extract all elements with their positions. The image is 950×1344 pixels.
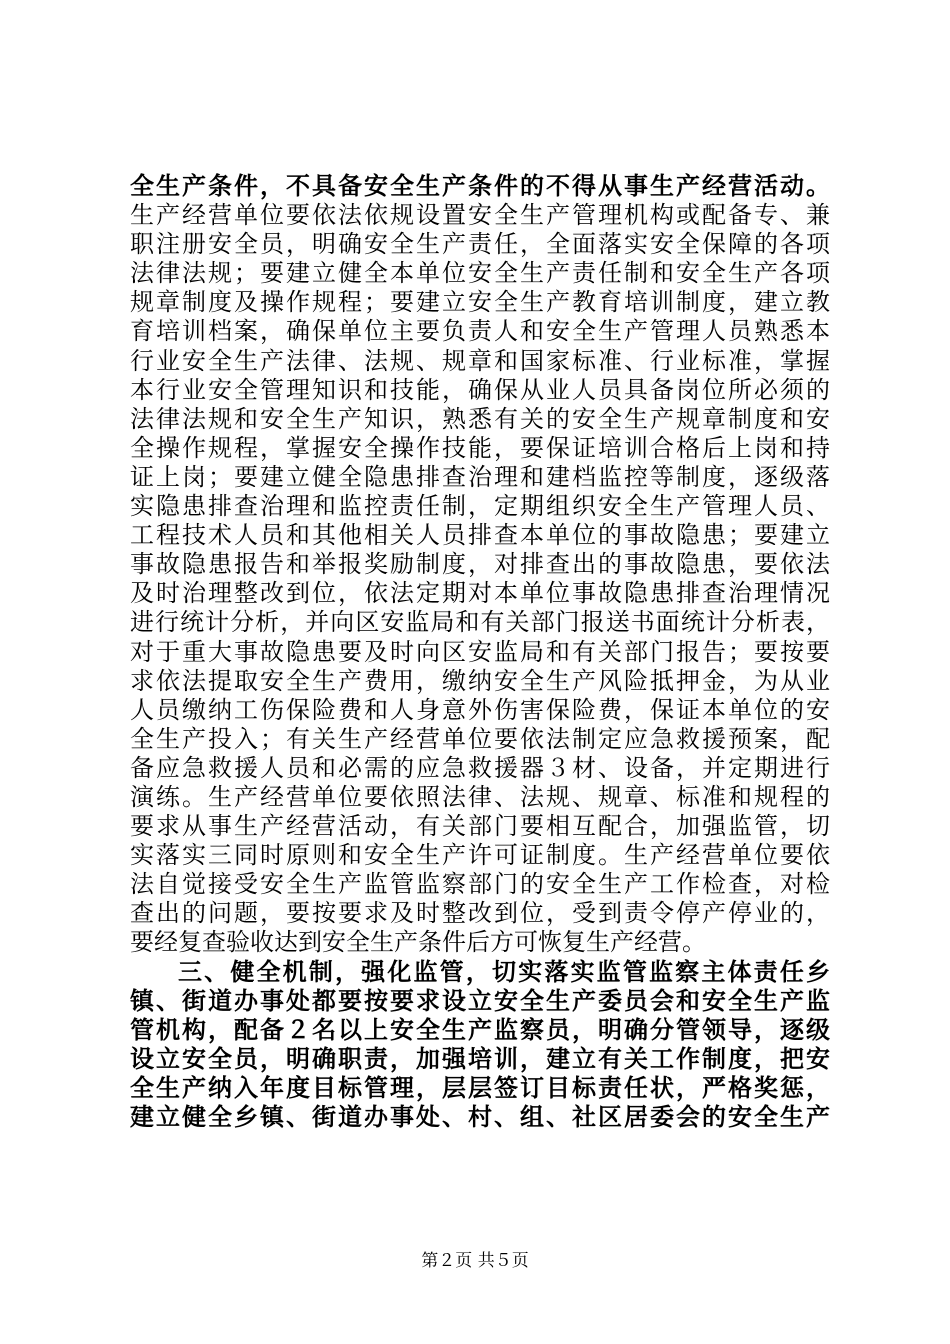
text-line: 进行统计分析，并向区安监局和有关部门报送书面统计分析表， — [130, 608, 830, 637]
text-line: 要经复查验收达到安全生产条件后方可恢复生产经营。 — [130, 928, 706, 957]
text-line: 设立安全员，明确职责，加强培训，建立有关工作制度，把安 — [130, 1044, 830, 1073]
text-line: 法律法规；要建立健全本单位安全生产责任制和安全生产各项 — [130, 259, 830, 288]
text-line: 生产经营单位要依法依规设置安全生产管理机构或配备专、兼 — [130, 201, 830, 230]
text-line: 规章制度及操作规程；要建立安全生产教育培训制度，建立教 — [130, 288, 830, 317]
page-number-footer: 第２页 共５页 — [421, 1251, 529, 1271]
text-line: 全生产投入；有关生产经营单位要依法制定应急救援预案，配 — [130, 724, 830, 753]
text-line: 要求从事生产经营活动，有关部门要相互配合，加强监管，切 — [130, 812, 830, 841]
text-line: 行业安全生产法律、法规、规章和国家标准、行业标准，掌握 — [130, 346, 830, 375]
text-line: 全操作规程，掌握安全操作技能，要保证培训合格后上岗和持 — [130, 433, 830, 462]
text-line: 全生产条件，不具备安全生产条件的不得从事生产经营活动。 — [130, 172, 830, 200]
text-line: 及时治理整改到位，依法定期对本单位事故隐患排查治理情况 — [130, 579, 830, 608]
text-line: 工程技术人员和其他相关人员排查本单位的事故隐患；要建立 — [130, 521, 830, 550]
text-line: 事故隐患报告和举报奖励制度，对排查出的事故隐患，要依法 — [130, 550, 830, 579]
text-line: 管机构，配备２名以上安全生产监察员，明确分管领导，逐级 — [130, 1015, 830, 1044]
text-line: 建立健全乡镇、街道办事处、村、组、社区居委会的安全生产 — [130, 1103, 830, 1131]
document-body — [130, 172, 830, 1132]
text-line: 对于重大事故隐患要及时向区安监局和有关部门报告；要按要 — [130, 637, 830, 666]
text-line: 查出的问题，要按要求及时整改到位，受到责令停产停业的， — [130, 899, 830, 928]
text-line: 备应急救援人员和必需的应急救援器３材、设备，并定期进行 — [130, 753, 830, 782]
text-line: 实落实三同时原则和安全生产许可证制度。生产经营单位要依 — [130, 841, 830, 870]
text-line: 演练。生产经营单位要依照法律、法规、规章、标准和规程的 — [130, 782, 830, 811]
text-line: 证上岗；要建立健全隐患排查治理和建档监控等制度，逐级落 — [130, 462, 830, 491]
text-line: 镇、街道办事处都要按要求设立安全生产委员会和安全生产监 — [130, 986, 830, 1015]
text-line: 人员缴纳工伤保险费和人身意外伤害保险费，保证本单位的安 — [130, 695, 830, 724]
section-heading-line: 三、健全机制，强化监管，切实落实监管监察主体责任乡 — [178, 957, 830, 986]
text-line: 育培训档案，确保单位主要负责人和安全生产管理人员熟悉本 — [130, 317, 830, 346]
text-line: 法律法规和安全生产知识，熟悉有关的安全生产规章制度和安 — [130, 404, 830, 433]
text-line: 本行业安全管理知识和技能，确保从业人员具备岗位所必须的 — [130, 375, 830, 404]
text-line: 全生产纳入年度目标管理，层层签订目标责任状，严格奖惩， — [130, 1073, 830, 1102]
text-line: 求依法提取安全生产费用，缴纳安全生产风险抵押金，为从业 — [130, 666, 830, 695]
text-line: 实隐患排查治理和监控责任制，定期组织安全生产管理人员、 — [130, 492, 830, 521]
text-line: 法自觉接受安全生产监管监察部门的安全生产工作检查，对检 — [130, 870, 830, 899]
text-line: 职注册安全员，明确安全生产责任，全面落实安全保障的各项 — [130, 230, 830, 259]
